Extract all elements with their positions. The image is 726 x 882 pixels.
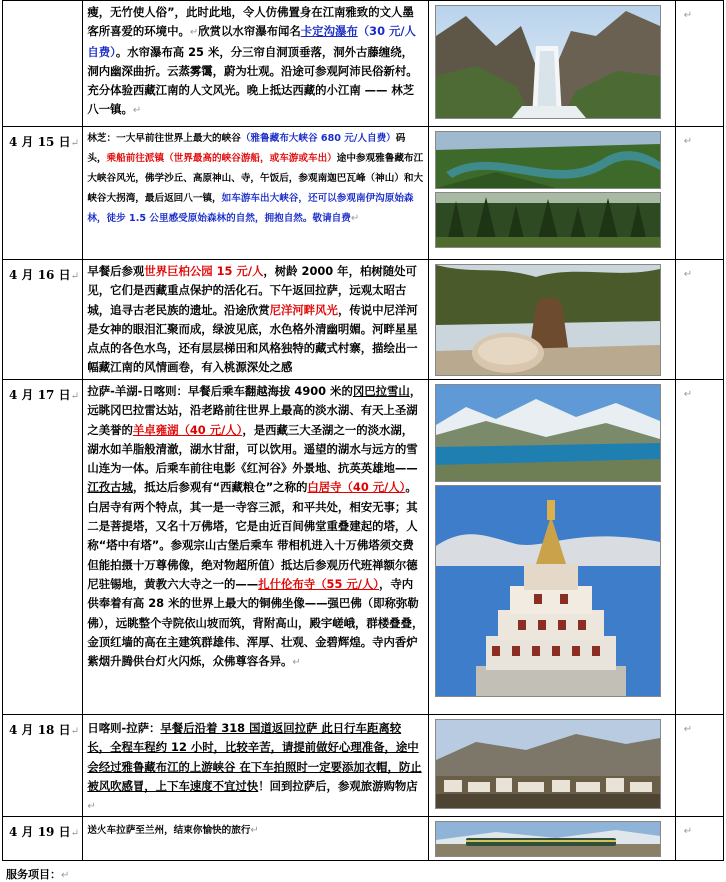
description-cell bbox=[83, 127, 428, 260]
day-date: 4 月 19 日 bbox=[9, 825, 71, 840]
day-date: 4 月 16 日 bbox=[9, 268, 71, 282]
date-cell bbox=[3, 380, 83, 715]
day-description bbox=[83, 817, 427, 841]
description-text: ，抵达后参观有“西藏粮仓”之称的 bbox=[132, 480, 308, 495]
description-text: 江孜古城 bbox=[87, 480, 133, 495]
itinerary-row-apr15 bbox=[3, 127, 724, 260]
description-cell bbox=[83, 817, 428, 861]
description-cell bbox=[83, 380, 428, 715]
description-text: 送火车拉萨至兰州， bbox=[87, 825, 174, 837]
photo-cell bbox=[428, 260, 675, 380]
cell-end-mark: ↵ bbox=[70, 726, 79, 737]
cell-end-mark: ↵ bbox=[683, 389, 693, 400]
itinerary-row-apr17 bbox=[3, 380, 724, 715]
date-cell bbox=[3, 817, 83, 861]
forest-photo bbox=[435, 192, 661, 248]
description-text: 早餐后沿着 318 国道返回拉萨 此日行车距离较长，全程车程约 12 小时，比较辛苦，请提前做好心理准备，途中会经过雅鲁藏布江的上游峡谷 在下车拍照时一定要添加衣帽，防止被风吹感冒，上下车速度不宜过快 bbox=[87, 721, 422, 793]
description-text: 一大早前往世界上最大的峡谷 bbox=[116, 133, 241, 144]
paragraph-mark: ↵ bbox=[132, 105, 142, 117]
description-cell bbox=[83, 715, 428, 817]
description-text: ，寺内供奉着有高 28 米的世界上最大的铜佛坐像——强巴佛（即称弥勒佛），远眺整个寺院依山坡而筑，背附高山，殿宇嵯峨，群楼叠叠，金顶红墙的高在主建筑群雄伟、浑厚、壮观、金碧辉煌。寺内香炉紫烟升腾供台灯火闪烁，众佛尊容各异。 bbox=[87, 576, 424, 669]
description-text: 欣赏以水帘瀑布闻名 bbox=[198, 24, 301, 39]
description-text: 。水帘瀑布高 25 米，分三帘自洞顶垂落，洞外古藤缠绕，洞内幽深曲折。云蒸雾霭，蔚为壮观。沿途可参观阿沛民俗新村。充分体验西藏江南的人文风光。晚上抵达西藏的小江南 —— 林芝八一镇。 bbox=[87, 44, 418, 117]
itinerary-row-continued bbox=[3, 1, 724, 127]
description-text: 瘦，无竹使人俗”，此时此地，令人仿佛置身在江南雅致的文人墨客所喜爱的环境中。 bbox=[87, 5, 414, 39]
description-text: 。白居寺有两个特点，其一是一寺容三派，和平共处，相安无事；其二是菩提塔，又名十万佛塔，它是由近百间佛堂重叠建起的塔，人称“塔中有塔”。参观宗山古堡后乘车 带相机进入十万佛塔须交费 但能拍摄十万尊佛像，绝对物超所值）抵达后参观历代班禅额尔德尼驻锡地，黄教六大寺之一的—— bbox=[87, 480, 418, 591]
day-description bbox=[83, 260, 427, 378]
yamdrok-lake-photo bbox=[435, 384, 661, 482]
description-text: 羊卓雍湖（40 元/人） bbox=[132, 422, 243, 437]
description-text: （雅鲁藏布大峡谷 680 元/人自费） bbox=[240, 133, 396, 144]
itinerary-row-apr16 bbox=[3, 260, 724, 380]
description-text: 日喀则-拉萨： bbox=[87, 721, 161, 735]
description-text: 途中参观雅鲁藏布江大峡谷风光，佛学沙丘、高原神山、寺，午饭后，参观南迦巴瓦峰（神山）和大峡谷大拐湾，最后返回八一镇， bbox=[87, 153, 424, 204]
description-text: ，是西藏三大圣湖之一的淡水湖，湖水如羊脂般清澈，湖水甘甜，可以饮用。遥望的湖水与远方的雪山连为一体。后乘车前往电影《红河谷》外景地、抗英英雄地—— bbox=[87, 422, 418, 476]
note-cell bbox=[675, 817, 723, 861]
day-date: 4 月 17 日 bbox=[9, 388, 71, 402]
description-text: ，传说中尼洋河是女神的眼泪汇聚而成，绿波见底，水色格外清幽明媚。河畔星星点点的各色水鸟，还有层层梯田和风格独特的藏式村寨，描绘出一幅藏江南的风情画卷，有入桃源深处之感 bbox=[87, 302, 418, 375]
description-text: 冈巴拉雪山 bbox=[352, 384, 410, 398]
cell-end-mark: ↵ bbox=[70, 391, 79, 402]
description-text: 早餐后参观 bbox=[87, 264, 145, 278]
day-description bbox=[83, 127, 427, 229]
description-text: 世界巨柏公园 15 元/人 bbox=[144, 264, 264, 278]
photo-cell bbox=[428, 715, 675, 817]
description-text: 如车游车出大峡谷，还可以参观南伊沟原始森林，徒步 1.5 公里感受原始森林的自然，拥抱自然。敬请自费 bbox=[87, 193, 414, 224]
description-text: 乘船前往派镇（世界最高的峡谷游船，或车游或车出） bbox=[106, 153, 337, 164]
date-cell-empty bbox=[3, 1, 83, 127]
paragraph-mark: ↵ bbox=[189, 27, 199, 39]
itinerary-row-apr18 bbox=[3, 715, 724, 817]
paragraph-mark: ↵ bbox=[250, 825, 259, 837]
description-text: 林芝： bbox=[87, 133, 117, 144]
description-text: ，树龄 2000 年，柏树随处可见，它们是西藏重点保护的活化石。下午返回拉萨，远观太昭古城，追寻古老民族的遗址。沿途欣赏 bbox=[87, 264, 417, 317]
description-text: 拉萨-羊湖-日喀则：早餐后乘车翻越海拔 4900 米的 bbox=[87, 384, 353, 398]
photo-cell bbox=[428, 127, 675, 260]
cell-end-mark: ↵ bbox=[70, 271, 79, 282]
cell-end-mark: ↵ bbox=[683, 10, 693, 21]
paragraph-mark: ↵ bbox=[87, 801, 96, 813]
note-cell bbox=[675, 260, 723, 380]
date-cell bbox=[3, 260, 83, 380]
photo-cell bbox=[428, 380, 675, 715]
cell-end-mark: ↵ bbox=[683, 136, 693, 147]
cell-end-mark: ↵ bbox=[683, 269, 693, 280]
tibetan-town-photo bbox=[435, 719, 661, 809]
cell-end-mark: ↵ bbox=[70, 138, 79, 149]
date-cell bbox=[3, 127, 83, 260]
description-text: 码头， bbox=[87, 133, 406, 164]
cell-end-mark: ↵ bbox=[683, 724, 693, 735]
note-cell bbox=[675, 127, 723, 260]
paragraph-mark: ↵ bbox=[350, 213, 360, 224]
cell-end-mark: ↵ bbox=[70, 828, 79, 840]
train-photo bbox=[435, 821, 661, 857]
giant-cypress-photo bbox=[435, 264, 661, 376]
day-description bbox=[83, 380, 427, 672]
description-text: 扎什伦布寺（55 元/人） bbox=[258, 576, 379, 591]
description-text: （30 元/人自费） bbox=[87, 24, 416, 59]
photo-cell bbox=[428, 1, 675, 127]
description-text: 结束你愉快的旅行 bbox=[173, 825, 251, 837]
note-cell bbox=[675, 715, 723, 817]
day-date: 4 月 18 日 bbox=[9, 723, 71, 737]
description-cell bbox=[83, 1, 428, 127]
river-bend-photo bbox=[435, 131, 661, 189]
itinerary-table bbox=[2, 0, 724, 861]
cell-end-mark: ↵ bbox=[683, 826, 693, 838]
service-items-label: 服务项目： bbox=[6, 868, 61, 881]
day-description bbox=[83, 715, 427, 816]
day-description bbox=[83, 1, 427, 121]
date-cell bbox=[3, 715, 83, 817]
description-cell bbox=[83, 260, 428, 380]
description-text: ，远眺冈巴拉雷达站，沿老路前往世界上最高的淡水湖、有天上圣湖之美誉的 bbox=[87, 384, 422, 437]
description-text: 卡定沟瀑布 bbox=[300, 24, 358, 39]
note-cell bbox=[675, 1, 723, 127]
kumbum-stupa-photo bbox=[435, 485, 661, 697]
itinerary-row-apr19 bbox=[3, 817, 724, 861]
paragraph-mark: ↵ bbox=[61, 870, 70, 881]
photo-cell bbox=[428, 817, 675, 861]
description-text: 尼洋河畔风光 bbox=[269, 302, 338, 317]
description-text: ！回到拉萨后，参观旅游购物店 bbox=[258, 778, 418, 793]
waterfall-photo bbox=[435, 5, 661, 119]
paragraph-mark: ↵ bbox=[292, 657, 301, 669]
day-date: 4 月 15 日 bbox=[9, 135, 71, 149]
description-text: 白居寺（40 元/人） bbox=[307, 480, 406, 495]
note-cell bbox=[675, 380, 723, 715]
